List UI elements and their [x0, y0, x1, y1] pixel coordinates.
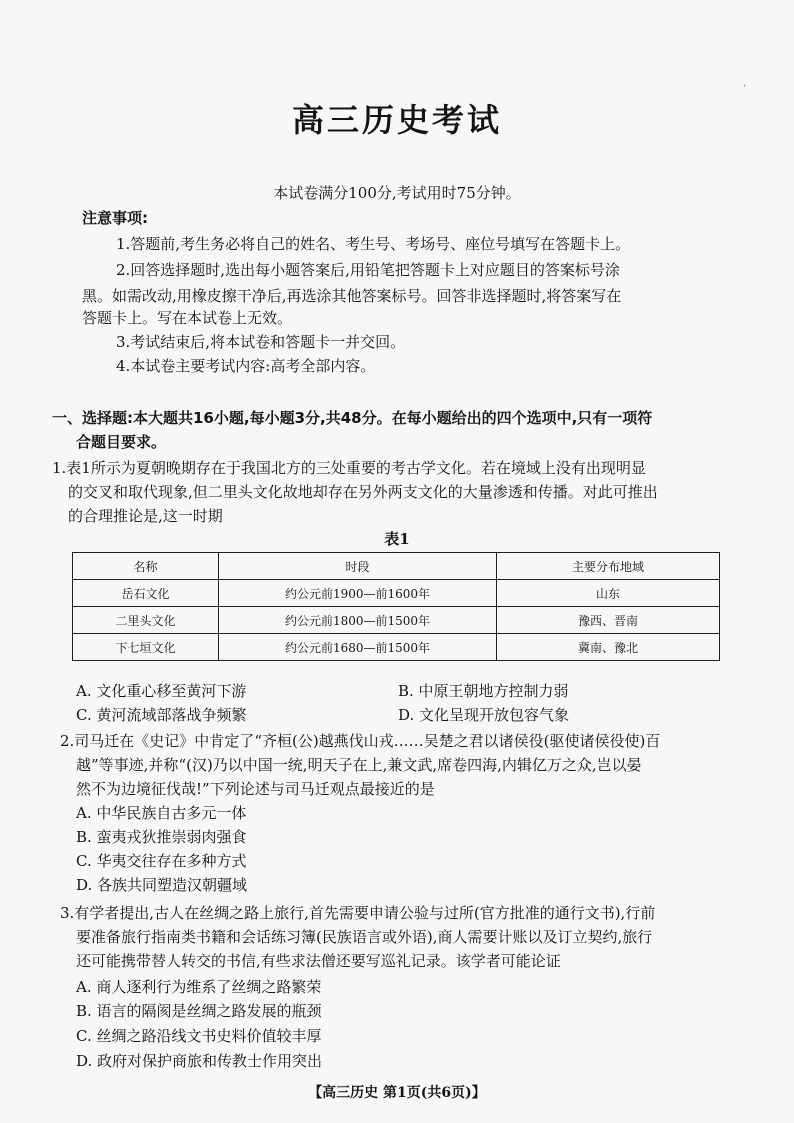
note-line: 黑。如需改动,用橡皮擦干净后,再选涂其他答案标号。回答非选择题时,将答案写在: [82, 287, 622, 305]
note-line: 4.本试卷主要考试内容:高考全部内容。: [116, 357, 376, 375]
table-header-row: [73, 553, 720, 580]
section-heading: 一、选择题:本大题共16小题,每小题3分,共48分。在每小题给出的四个选项中,只有一项符: [52, 409, 653, 427]
page-title: 高三历史考试: [291, 101, 502, 139]
note-line: 3.考试结束后,将本试卷和答题卡一并交回。: [116, 333, 406, 351]
table-cell: 冀南、豫北: [497, 634, 720, 661]
question-2-option-b: B. 蛮夷戎狄推崇弱肉强食: [76, 828, 247, 846]
table-cell: 豫西、晋南: [497, 607, 720, 634]
question-2-option-c: C. 华夷交往存在多种方式: [76, 852, 247, 870]
question-3-stem: 还可能携带替人转交的书信,有些求法僧还要写巡礼记录。该学者可能论证: [76, 952, 561, 970]
table-header-region: 主要分布地域: [497, 553, 720, 580]
table-row: [73, 580, 720, 607]
note-line: 1.答题前,考生务必将自己的姓名、考生号、考场号、座位号填写在答题卡上。: [116, 235, 631, 253]
question-1-option-c: C. 黄河流域部落战争频繁: [76, 706, 247, 724]
archaeology-table: [72, 552, 720, 661]
page-footer: 【高三历史 第1页(共6页)】: [308, 1085, 486, 1101]
table-cell: 山东: [497, 580, 720, 607]
note-line: 答题卡上。写在本试卷上无效。: [82, 309, 293, 327]
table-row: [73, 634, 720, 661]
question-1-option-d: D. 文化呈现开放包容气象: [398, 706, 570, 724]
scan-speck: ‘: [743, 84, 746, 94]
question-2-option-a: A. 中华民族自古多元一体: [76, 804, 247, 822]
question-2-stem: 2.司马迁在《史记》中肯定了“齐桓(公)越燕伐山戎……吴楚之君以诸侯役(驱使诸侯役使)百: [60, 732, 661, 750]
question-3-option-b: B. 语言的隔阂是丝绸之路发展的瓶颈: [76, 1002, 322, 1020]
question-2-stem: 然不为边境征伐哉!”下列论述与司马迁观点最接近的是: [76, 780, 435, 798]
question-2-stem: 越”等事迹,并称“(汉)乃以中国一统,明天子在上,兼文武,席卷四海,内辑亿万之众,岂以晏: [76, 756, 642, 774]
question-1-stem: 的交叉和取代现象,但二里头文化故地却存在另外两支文化的大量渗透和传播。对此可推出: [68, 483, 658, 501]
question-3-stem: 3.有学者提出,古人在丝绸之路上旅行,首先需要申请公验与过所(官方批准的通行文书),行前: [60, 904, 656, 922]
exam-info: 本试卷满分100分,考试用时75分钟。: [273, 184, 521, 202]
note-line: 2.回答选择题时,选出每小题答案后,用铅笔把答题卡上对应题目的答案标号涂: [116, 261, 620, 279]
question-1-option-b: B. 中原王朝地方控制力弱: [398, 682, 569, 700]
table-cell: 约公元前1800—前1500年: [219, 607, 497, 634]
question-2-option-d: D. 各族共同塑造汉朝疆域: [76, 876, 248, 894]
question-1-stem: 的合理推论是,这一时期: [68, 507, 223, 525]
question-3-option-a: A. 商人逐利行为维系了丝绸之路繁荣: [76, 978, 322, 996]
table-cell: 下七垣文化: [73, 634, 219, 661]
question-1-stem: 1.表1所示为夏朝晚期存在于我国北方的三处重要的考古学文化。若在境域上没有出现明显: [52, 459, 646, 477]
notes-heading: 注意事项:: [82, 209, 148, 227]
question-3-option-c: C. 丝绸之路沿线文书史料价值较丰厚: [76, 1027, 322, 1045]
table-cell: 约公元前1900—前1600年: [219, 580, 497, 607]
section-heading-cont: 合题目要求。: [76, 433, 167, 451]
table-cell: 二里头文化: [73, 607, 219, 634]
table-cell: 岳石文化: [73, 580, 219, 607]
table-row: [73, 607, 720, 634]
table-cell: 约公元前1680—前1500年: [219, 634, 497, 661]
question-1-option-a: A. 文化重心移至黄河下游: [76, 682, 247, 700]
table-header-period: 时段: [219, 553, 497, 580]
table-header-name: 名称: [73, 553, 219, 580]
question-3-stem: 要准备旅行指南类书籍和会话练习簿(民族语言或外语),商人需要计账以及订立契约,旅行: [76, 928, 653, 946]
question-3-option-d: D. 政府对保护商旅和传教士作用突出: [76, 1052, 323, 1070]
table-caption: 表1: [384, 530, 410, 548]
